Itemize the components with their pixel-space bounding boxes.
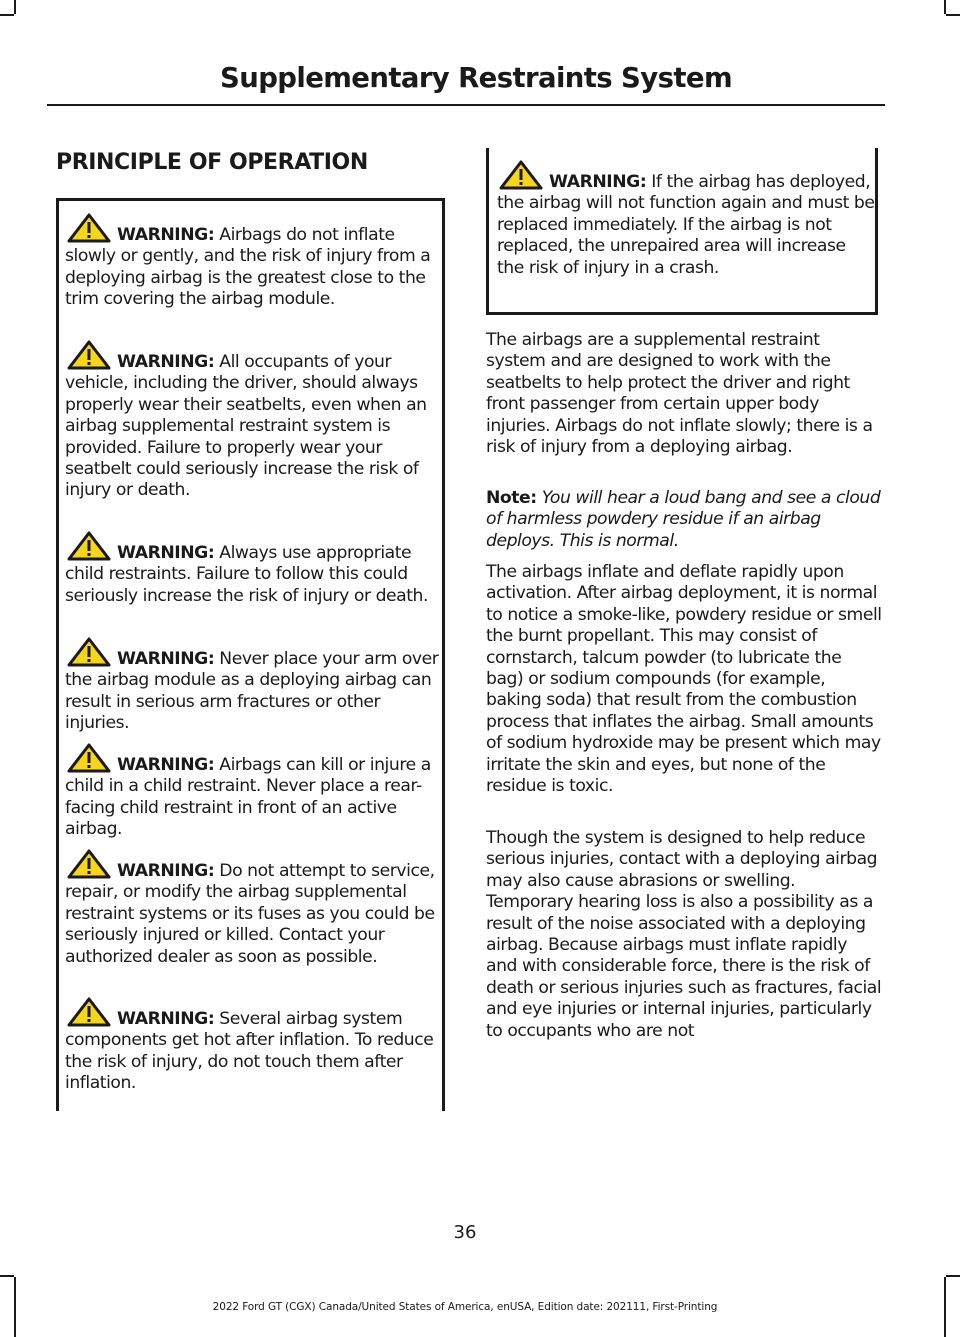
edition-footer: 2022 Ford GT (CGX) Canada/United States of America, enUSA, Edition date: 202111, First-Printing (212, 1301, 718, 1313)
warning-triangle-icon (67, 531, 111, 561)
warning-triangle-icon (67, 997, 111, 1027)
warning-text: Always use appropriate child restraints. Failure to follow this could seriously increase the risk of injury or death. (65, 543, 429, 606)
warning-triangle-icon (67, 849, 111, 879)
warning-block (65, 849, 441, 968)
warning-triangle-icon (499, 160, 543, 190)
crop-mark (944, 1277, 946, 1337)
crop-mark (14, 0, 16, 14)
warning-label: WARNING: (117, 1009, 215, 1029)
warning-label: WARNING: (117, 649, 215, 669)
warning-block (65, 531, 441, 607)
warning-block (65, 637, 441, 735)
warning-triangle-icon (67, 637, 111, 667)
note-paragraph (486, 488, 882, 552)
warning-block (497, 160, 877, 279)
warning-block (65, 743, 441, 841)
warning-text: Airbags can kill or injure a child in a child restraint. Never place a rear-facing child restraint in front of an active airbag. (65, 755, 431, 840)
warning-block (65, 997, 441, 1095)
warning-label: WARNING: (117, 225, 215, 245)
body-paragraph: Though the system is designed to help reduce serious injuries, contact with a deploying airbag may also cause abrasions or swelling. Temporary hearing loss is also a possibility as a result of the noise associated with a deploying airbag. Because airbags must inflate rapidly and with considerable force, there is the risk of death or serious injuries such as fractures, facial and eye injuries or internal injuries, particularly to occupants who are not (486, 828, 882, 1041)
warning-label: WARNING: (549, 172, 647, 192)
warning-triangle-icon (67, 743, 111, 773)
warning-text: Do not attempt to service, repair, or modify the airbag supplemental restraint systems or its fuses as you could be seriously injured or killed. Contact your authorized dealer as soon as possible. (65, 861, 435, 967)
warning-triangle-icon (67, 213, 111, 243)
body-paragraph: The airbags are a supplemental restraint system and are designed to work with the seatbelts to help protect the driver and right front passenger from certain upper body injuries. Airbags do not inflate slowly; there is a risk of injury from a deploying airbag. (486, 330, 873, 458)
warning-text: All occupants of your vehicle, including the driver, should always properly wear their seatbelts, even when an airbag supplemental restraint system is provided. Failure to properly wear your seatbelt could seriously increase the risk of injury or death. (65, 352, 427, 501)
warning-triangle-icon (67, 340, 111, 370)
page-number: 36 (453, 1222, 477, 1243)
crop-mark (0, 1275, 14, 1277)
note-text: You will hear a loud bang and see a cloud of harmless powdery residue if an airbag deploys. This is normal. (486, 488, 881, 551)
warnings-box-right (486, 148, 878, 315)
crop-mark (944, 0, 946, 14)
warning-label: WARNING: (117, 352, 215, 372)
body-paragraph: The airbags inflate and deflate rapidly upon activation. After airbag deployment, it is normal to notice a smoke-like, powdery residue or smell the burnt propellant. This may consist of cornstarch, talcum powder (to lubricate the bag) or sodium compounds (for example, baking soda) that result from the combustion process that inflates the airbag. Small amounts of sodium hydroxide may be present which may irritate the skin and eyes, but none of the residue is toxic. (486, 562, 882, 797)
warning-text: Never place your arm over the airbag module as a deploying airbag can result in serious arm fractures or other injuries. (65, 649, 439, 734)
crop-mark (0, 14, 14, 16)
warning-text: Several airbag system components get hot after inflation. To reduce the risk of injury, do not touch them after inflation. (65, 1009, 434, 1094)
section-heading: PRINCIPLE OF OPERATION (56, 150, 368, 175)
warning-block (65, 213, 441, 311)
crop-mark (946, 1275, 960, 1277)
warning-text: Airbags do not inflate slowly or gently, and the risk of injury from a deploying airbag is the greatest close to the trim covering the airbag module. (65, 225, 431, 310)
warning-label: WARNING: (117, 543, 215, 563)
header-rule (47, 104, 885, 106)
page-header-title: Supplementary Restraints System (220, 62, 732, 94)
warning-label: WARNING: (117, 755, 215, 775)
warning-block (65, 340, 441, 502)
note-label: Note: (486, 488, 537, 508)
crop-mark (946, 14, 960, 16)
warnings-box-left (56, 198, 445, 1111)
warning-text: If the airbag has deployed, the airbag will not function again and must be replaced immediately. If the airbag is not replaced, the unrepaired area will increase the risk of injury in a crash. (497, 172, 875, 278)
warning-label: WARNING: (117, 861, 215, 881)
